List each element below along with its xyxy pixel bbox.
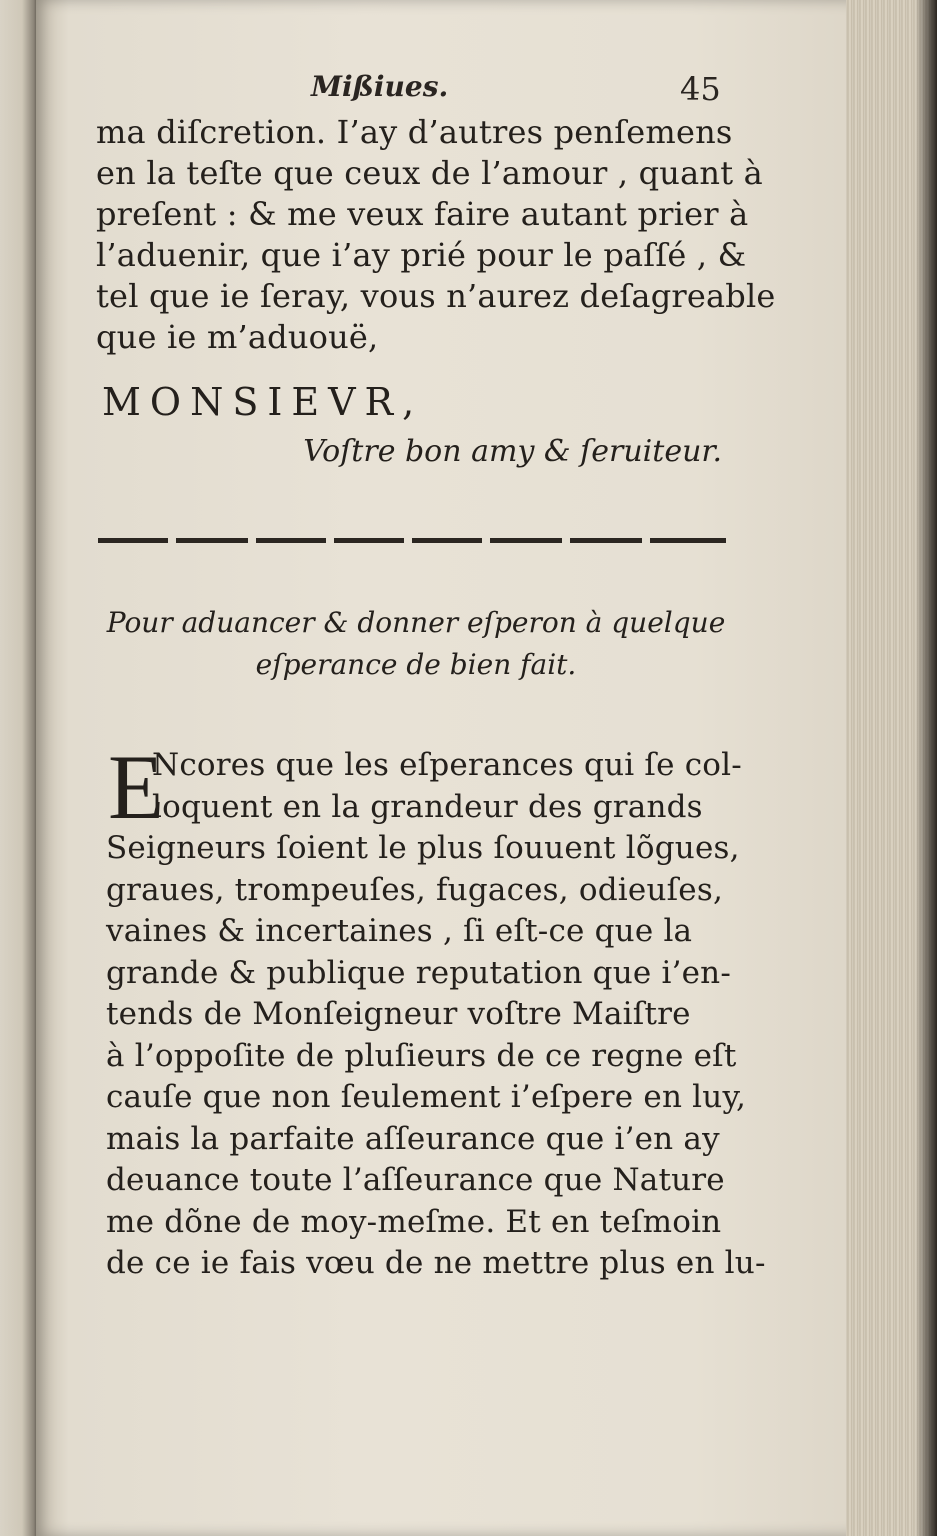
text-line: vaines & incertaines , ſi eſt-ce que la <box>106 913 693 949</box>
text-line: graues, trompeuſes, fugaces, odieuſes, <box>106 871 724 908</box>
text-line: de ce ie fais vœu de ne mettre plus en lu- <box>106 1245 766 1281</box>
page-number: 45 <box>680 70 721 108</box>
heading-line: eſperance de bien fait. <box>255 648 577 681</box>
text-line: preſent : & me veux faire autant prier à <box>96 195 749 233</box>
text-line: mais la parfaite aſſeurance que i’en ay <box>106 1120 720 1157</box>
text-line: ma diſcretion. I’ay d’autres penſemens <box>96 113 733 151</box>
salutation: MONSIEVR, <box>102 380 424 424</box>
text-line: tends de Monſeigneur voſtre Maiſtre <box>106 996 691 1032</box>
adjacent-page-edge <box>0 0 40 1536</box>
text-line: me dõne de moy-meſme. Et en teſmoin <box>106 1203 722 1240</box>
text-line: grande & publique reputation que i’en- <box>106 954 732 991</box>
text-line: Seigneurs ſoient le plus ſouuent lõgues, <box>106 830 740 866</box>
page-fore-edge <box>846 0 937 1536</box>
section-rule-ornament <box>98 534 730 548</box>
text-line: Ncores que les eſperances qui ſe col- <box>152 747 742 783</box>
text-line: loquent en la grandeur des grands <box>152 788 703 825</box>
text-line: à l’oppoſite de pluſieurs de ce regne eſt <box>106 1037 737 1074</box>
drop-capital: E <box>108 736 165 838</box>
text-line: en la teſte que ceux de l’amour , quant à <box>96 154 763 192</box>
signature: Voſtre bon amy & ſeruiteur. <box>303 434 722 469</box>
text-line: tel que ie ſeray, vous n’aurez deſagreable <box>96 277 776 315</box>
running-title: Mißiues. <box>311 70 449 103</box>
body-paragraph <box>106 736 766 1285</box>
heading-line: Pour aduancer & donner eſperon à quelque <box>106 606 726 639</box>
text-line: deuance toute l’aſſeurance que Nature <box>106 1162 725 1198</box>
text-line: cauſe que non ſeulement i’eſpere en luy, <box>106 1079 747 1115</box>
opening-paragraph <box>96 112 776 358</box>
letter-heading <box>106 602 726 686</box>
text-line: l’aduenir, que i’ay prié pour le paſſé , & <box>96 236 747 274</box>
letter-closing <box>96 380 736 474</box>
book-page <box>36 0 856 1536</box>
text-line: que ie m’aduouë, <box>96 318 379 356</box>
running-head <box>276 70 736 110</box>
